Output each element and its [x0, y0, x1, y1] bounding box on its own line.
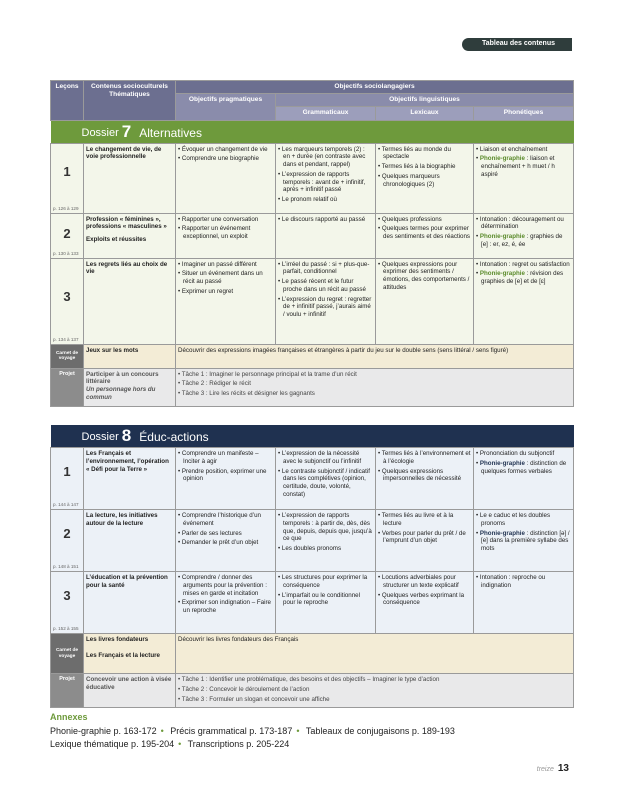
list-item: • Termes liés à l’environnement et à l’écologie — [378, 450, 471, 466]
list-item: • Les doubles pronoms — [278, 545, 373, 553]
lesson-number: 2 — [63, 526, 71, 541]
dossier-title: Alternatives — [139, 125, 202, 140]
list-item: • L’imparfait ou le conditionnel pour le reproche — [278, 592, 373, 608]
list-item: • Comprendre une biographie — [178, 155, 273, 163]
projet-label: Projet — [51, 368, 84, 406]
col-contenus: Contenus socioculturels Thématiques — [84, 81, 176, 121]
dossier-number: 8 — [121, 426, 132, 445]
projet-task: • Tâche 3 : Lire les récits et désigner les gagnants — [178, 390, 571, 398]
lesson-theme: L’éducation et la prévention pour la santé — [86, 574, 168, 589]
lesson-row — [51, 143, 574, 213]
list-item: • Évoquer un changement de vie — [178, 146, 273, 154]
lesson-pages: p. 130 à 133 — [53, 250, 79, 256]
projet-label: Projet — [51, 674, 84, 708]
lesson-number: 3 — [63, 288, 71, 304]
phonie-graphie-label: Phonie-graphie — [479, 459, 525, 467]
list-item: • Exprimer un regret — [178, 288, 273, 296]
annexes-title: Annexes — [50, 712, 88, 722]
lesson-row — [51, 572, 574, 634]
phonie-graphie-label: Phonie-graphie — [479, 270, 525, 278]
col-objectifs-linguistiques: Objectifs linguistiques — [276, 94, 574, 107]
list-item: • L’irréel du passé : si + plus-que-parfait, conditionnel — [278, 261, 373, 277]
lesson-theme: de voie professionnelle — [86, 145, 162, 161]
col-objectifs-sociolangagiers: Objectifs sociolangagiers — [176, 81, 574, 94]
list-item: • Demander le prêt d’un objet — [178, 539, 273, 547]
list-item: • Le e caduc et les doubles pronoms — [476, 512, 571, 528]
list-item: • Les marqueurs temporels (2) : en + durée (en contraste avec dans et pendant, rappel) — [278, 146, 373, 169]
list-item: • Quelques expressions pour exprimer des sentiments / émotions, des comportements / attitudes — [378, 261, 471, 292]
list-item: • Quelques termes pour exprimer des sentiments et des réactions — [378, 225, 471, 241]
lesson-number: 3 — [63, 588, 71, 603]
list-item: • Intonation : découragement ou détermination — [476, 216, 571, 232]
list-item: • L’expression de rapports temporels : avant de + infinitif, après + infinitif passé — [278, 171, 373, 194]
carnet-title: Les livres fondateurs — [86, 636, 149, 643]
lesson-row — [51, 258, 574, 344]
list-item: • Le pronom relatif où — [278, 196, 373, 204]
list-item: • Exprimer son indignation – Faire un reproche — [178, 599, 273, 615]
carnet-text: Découvrir des expressions imagées françaises et étrangères à partir du jeu sur le double sens (sens littéral / sens figuré) — [176, 344, 574, 368]
contents-table-dossier-8 — [50, 425, 574, 708]
carnet-text: Découvrir les livres fondateurs des Français — [176, 634, 574, 674]
list-item: • Prononciation du subjonctif — [476, 450, 571, 458]
list-item: • L’expression de la nécessité avec le subjonctif ou l’infinitif — [278, 450, 373, 466]
list-item: : distinction de quelques formes verbales — [481, 459, 567, 475]
lesson-pages: p. 152 à 155 — [53, 626, 79, 632]
carnet-row — [51, 634, 574, 674]
phonie-graphie-label: Phonie-graphie — [479, 233, 525, 241]
carnet-title: Jeux sur les mots — [84, 344, 176, 368]
list-item: • L’expression du regret : regretter de + infinitif passé, j’aurais aimé / voulu + infinitif — [278, 296, 373, 319]
list-item: • Quelques expressions impersonnelles de nécessité — [378, 468, 471, 484]
annexes-section: Annexes Phonie-graphie p. 163-172 • Précis grammatical p. 173-187 • Tableaux de conjugaisons p. 189-193 Lexique thématique p. 195-204 • Transcriptions p. 205-224 — [50, 712, 575, 750]
projet-subtitle: Un personnage hors du commun — [86, 386, 156, 401]
list-item: • Comprendre l’historique d’un événement — [178, 512, 273, 528]
page-word: treize — [536, 766, 554, 773]
list-item: • Le discours rapporté au passé — [278, 216, 373, 224]
list-item: • Comprendre un manifeste – Inciter à agir — [178, 450, 273, 466]
lesson-theme: La lecture, les initiatives autour de la lecture — [86, 512, 158, 527]
list-item: : graphies de [e] : er, ez, é, ée — [481, 233, 563, 248]
annexe-link[interactable]: Tableaux de conjugaisons p. 189-193 — [305, 726, 455, 736]
list-item: • Rapporter un événement exceptionnel, un exploit — [178, 225, 273, 241]
projet-task: • Tâche 1 : Imaginer le personnage principal et la trame d’un récit — [178, 371, 571, 379]
list-item: • Les structures pour exprimer la conséquence — [278, 574, 373, 590]
list-item: • Situer un événement dans un récit au passé — [178, 270, 273, 286]
phonie-graphie-label: Phonie-graphie — [479, 529, 525, 537]
dossier-7-banner — [51, 121, 574, 143]
page-number: 13 — [557, 763, 569, 774]
list-item: • Comprendre / donner des arguments pour la prévention : mises en garde et incitation — [178, 574, 273, 597]
dossier-number: 7 — [121, 121, 132, 141]
lesson-row — [51, 510, 574, 572]
list-item: • Rapporter une conversation — [178, 216, 273, 224]
col-objectifs-pragmatiques: Objectifs pragmatiques — [176, 94, 276, 120]
list-item: • L’expression de rapports temporels : à partir de, dès, dès que, depuis, depuis que, jusqu’à ce que — [278, 512, 373, 543]
projet-title: Concevoir une action à visée éducative — [84, 674, 176, 708]
col-lecons: Leçons — [51, 81, 84, 121]
list-item: • Le passé récent et le futur proche dans un récit au passé — [278, 278, 373, 294]
projet-title: Participer à un concours littéraire — [86, 370, 159, 386]
list-item: • Quelques verbes exprimant la conséquence — [378, 592, 471, 608]
list-item: • Intonation : reproche ou indignation — [476, 574, 571, 590]
list-item: • Quelques marqueurs chronologiques (2) — [378, 173, 471, 189]
projet-task: • Tâche 2 : Concevoir le déroulement de l’action — [178, 686, 571, 694]
list-item: : liaison et enchaînement + h muet / h aspiré — [481, 155, 555, 178]
dossier-title: Éduc-actions — [139, 430, 209, 444]
projet-task: • Tâche 1 : Identifier une problématique, des besoins et des objectifs – Imaginer le type d’action — [178, 676, 571, 684]
carnet-label: Carnet de voyage — [51, 634, 84, 674]
col-lexicaux: Lexicaux — [376, 107, 474, 120]
list-item: • Le contraste subjonctif / indicatif dans les complétives (opinion, certitude, doute, volonté, constat) — [278, 468, 373, 499]
lesson-theme: Les Français et l’environnement, l’opération « Défi pour la Terre » — [86, 450, 169, 473]
lesson-row — [51, 448, 574, 510]
lesson-number: 1 — [63, 163, 71, 179]
projet-row — [51, 674, 574, 708]
contents-table-dossier-7 — [50, 80, 574, 407]
carnet-label: Carnet de voyage — [51, 344, 84, 368]
list-item: • Termes liés à la biographie — [378, 163, 471, 171]
annexe-link[interactable]: Précis grammatical p. 173-187 — [170, 726, 293, 736]
col-grammaticaux: Grammaticaux — [276, 107, 376, 120]
dossier-label: Dossier — [81, 431, 119, 444]
annexe-link[interactable]: Phonie-graphie p. 163-172 — [50, 726, 157, 736]
projet-row — [51, 368, 574, 406]
list-item: • Termes liés au livre et à la lecture — [378, 512, 471, 528]
lesson-number: 2 — [63, 225, 71, 241]
lesson-pages: p. 126 à 129 — [53, 205, 79, 211]
col-phonetiques: Phonétiques — [474, 107, 574, 120]
projet-task: • Tâche 2 : Rédiger le récit — [178, 380, 571, 388]
lesson-pages: p. 134 à 137 — [53, 336, 79, 342]
list-item: : distinction [ə] / [e] dans la première syllabe des mots — [481, 529, 570, 552]
page-folio — [537, 763, 569, 774]
lesson-theme: Exploits et réussites — [86, 236, 147, 244]
list-item: • Liaison et enchaînement — [476, 146, 571, 154]
carnet-row — [51, 344, 574, 368]
list-item: • Quelques professions — [378, 216, 471, 224]
projet-task: • Tâche 3 : Formuler un slogan et concevoir une affiche — [178, 696, 571, 704]
lesson-theme: Profession « féminines », professions « masculines » — [86, 215, 167, 231]
phonie-graphie-label: Phonie-graphie — [479, 155, 525, 163]
dossier-label: Dossier — [81, 126, 119, 139]
list-item: • Prendre position, exprimer une opinion — [178, 468, 273, 484]
annexe-link[interactable]: Transcriptions p. 205-224 — [187, 738, 290, 749]
dossier-8-banner — [51, 425, 574, 447]
lesson-pages: p. 148 à 151 — [53, 564, 79, 570]
list-item: • Termes liés au monde du spectacle — [378, 146, 471, 162]
list-item: • Imaginer un passé différent — [178, 261, 273, 269]
list-item: • Intonation : regret ou satisfaction — [476, 261, 571, 269]
lesson-theme: Les regrets liés au choix de vie — [86, 260, 168, 276]
carnet-title: Les Français et la lecture — [86, 651, 160, 659]
list-item: • Verbes pour parler du prêt / de l’emprunt d’un objet — [378, 530, 471, 546]
lesson-row — [51, 213, 574, 258]
table-of-contents-tab: Tableau des contenus — [462, 38, 572, 51]
list-item: : révision des graphies de [e] et de [ɛ] — [481, 270, 564, 286]
annexe-link[interactable]: Lexique thématique p. 195-204 — [50, 738, 175, 749]
list-item: • Locutions adverbiales pour structurer un texte explicatif — [378, 574, 471, 590]
lesson-pages: p. 144 à 147 — [53, 502, 79, 508]
list-item: • Parler de ses lectures — [178, 530, 273, 538]
lesson-number: 1 — [63, 464, 71, 479]
lesson-theme: Le changement de vie, — [86, 145, 153, 153]
